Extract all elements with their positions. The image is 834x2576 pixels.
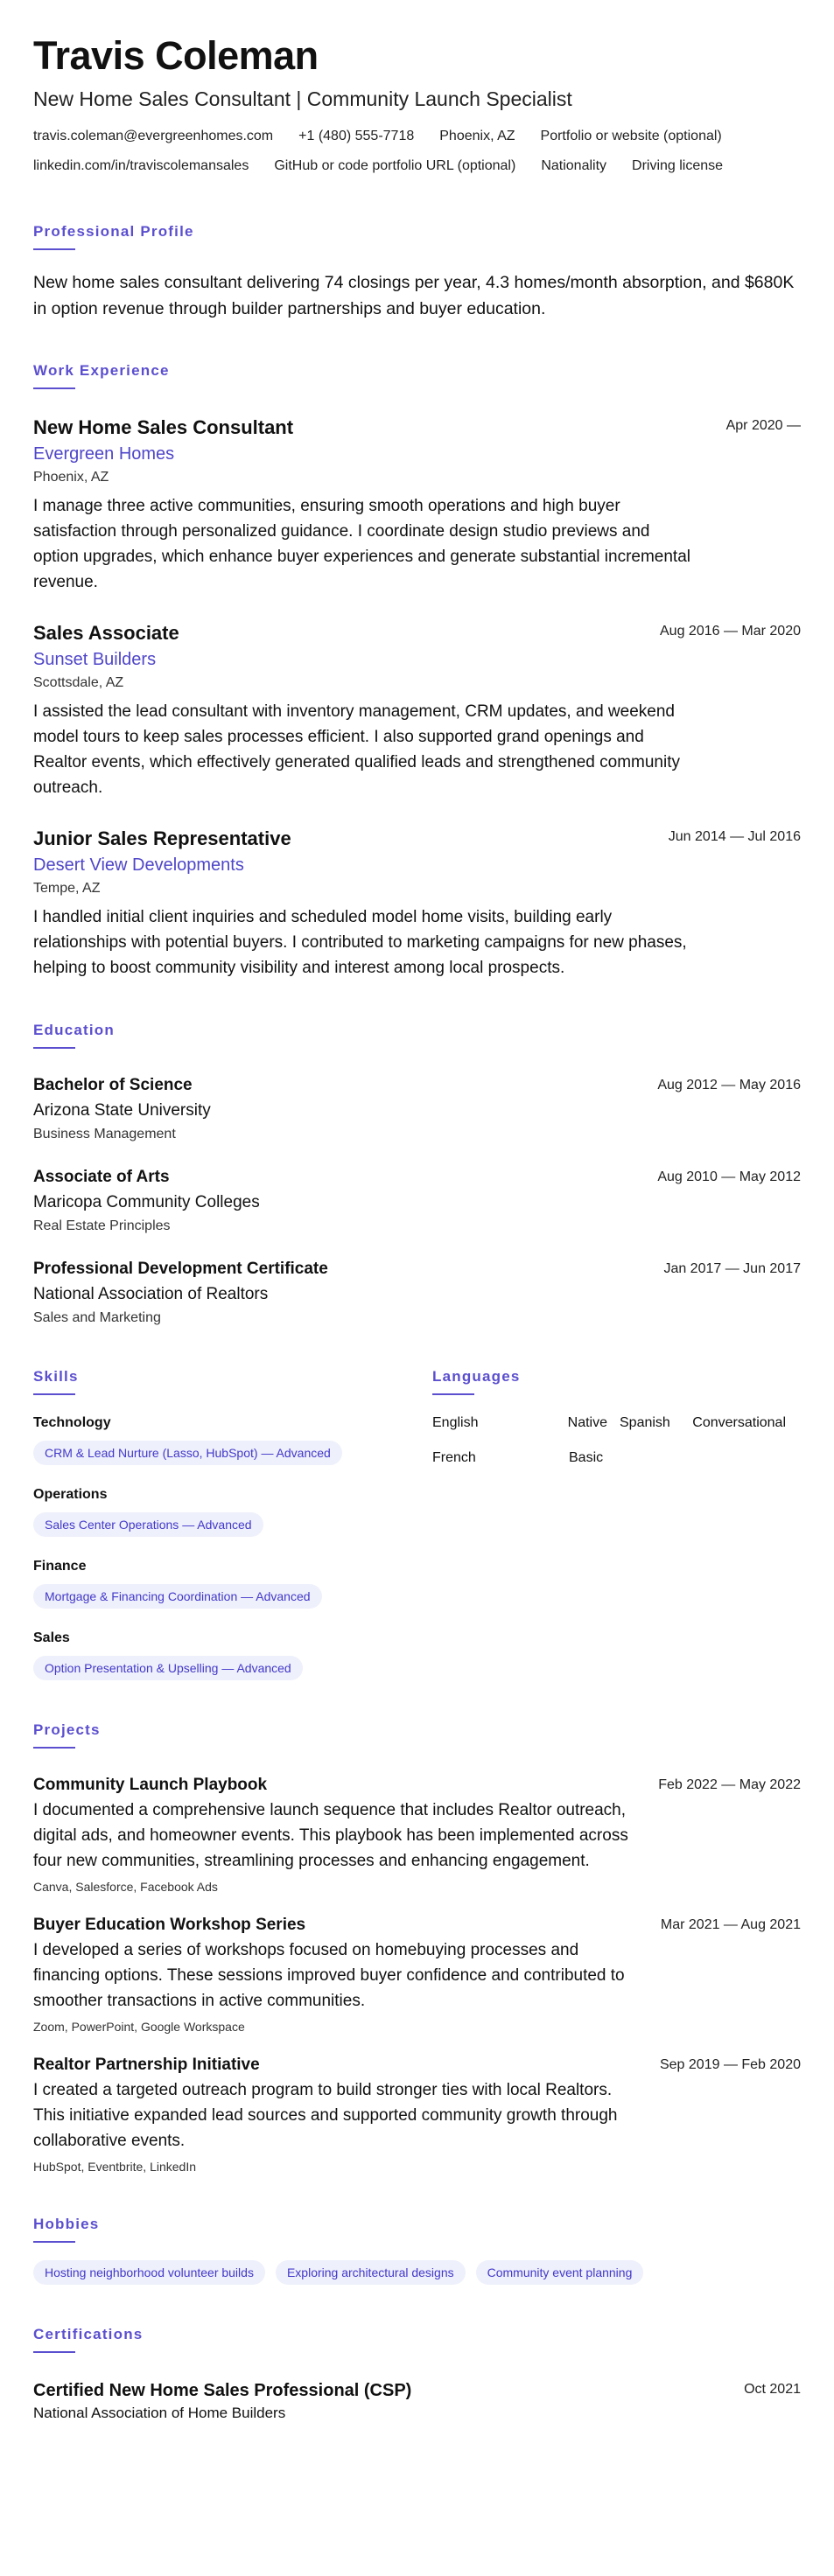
contact-portfolio[interactable]: Portfolio or website (optional) [540, 129, 722, 143]
contact-row-primary [33, 128, 801, 145]
contact-phone[interactable]: +1 (480) 555-7718 [298, 129, 415, 143]
hobby-pill: Exploring architectural designs [276, 2260, 466, 2285]
education-dates: Jan 2017 — Jun 2017 [663, 1261, 801, 1276]
language-name: English [432, 1415, 479, 1430]
contact-driving-license: Driving license [632, 158, 724, 173]
skill-category: Sales [33, 1630, 70, 1645]
skill-group [33, 1630, 432, 1680]
job-description: I manage three active communities, ensuring smooth operations and high buyer satisfaction through personalized guidance. I coordinate design studio previews and option upgrades, which enhance buyer experiences and generate substantial incremental revenue. [33, 497, 690, 591]
skill-category: Finance [33, 1559, 87, 1574]
language-level: Conversational [692, 1415, 786, 1430]
projects-section [33, 1721, 801, 2175]
hobbies-section [33, 2215, 801, 2285]
section-divider [33, 2351, 75, 2353]
degree-name: Bachelor of Science [33, 1076, 193, 1094]
school-name: Maricopa Community Colleges [33, 1193, 260, 1211]
language-level: Basic [569, 1450, 604, 1465]
skills-languages-row [33, 1367, 801, 1680]
job-dates: Jun 2014 — Jul 2016 [668, 829, 801, 844]
contact-github[interactable]: GitHub or code portfolio URL (optional) [274, 158, 516, 173]
project-dates: Mar 2021 — Aug 2021 [660, 1917, 801, 1932]
education-dates: Aug 2012 — May 2016 [657, 1078, 801, 1093]
section-divider [33, 387, 75, 389]
degree-name: Professional Development Certificate [33, 1260, 328, 1278]
job-dates: Aug 2016 — Mar 2020 [660, 624, 801, 639]
contact-row-secondary [33, 157, 801, 175]
resume-header [33, 33, 801, 175]
languages-section [432, 1367, 800, 1680]
company-name: Sunset Builders [33, 650, 157, 669]
section-divider [33, 2241, 75, 2243]
hobby-pill: Community event planning [476, 2260, 644, 2285]
education-entry [33, 1075, 801, 1143]
school-name: Arizona State University [33, 1101, 211, 1120]
contact-linkedin[interactable]: linkedin.com/in/traviscolemansales [33, 158, 249, 173]
certifications-section [33, 2325, 801, 2423]
skill-pill: Sales Center Operations — Advanced [33, 1512, 263, 1537]
experience-entry [33, 621, 801, 800]
job-location: Phoenix, AZ [33, 470, 109, 485]
project-description: I developed a series of workshops focused on homebuying processes and financing options. These sessions improved buyer confidence and contributed to smoother transactions in active communities. [33, 1941, 625, 2010]
skills-section [33, 1367, 432, 1680]
skill-pill: Mortgage & Financing Coordination — Advanced [33, 1584, 322, 1609]
field-of-study: Sales and Marketing [33, 1310, 161, 1325]
hobby-list [33, 2260, 801, 2285]
job-dates: Apr 2020 — [725, 418, 801, 433]
project-dates: Feb 2022 — May 2022 [658, 1777, 801, 1792]
skill-category: Technology [33, 1415, 111, 1430]
experience-entry [33, 827, 801, 981]
section-title-languages: Languages [432, 1368, 521, 1385]
certification-issuer: National Association of Home Builders [33, 2405, 286, 2421]
language-name: French [432, 1450, 476, 1465]
skill-pill: CRM & Lead Nurture (Lasso, HubSpot) — Advanced [33, 1441, 342, 1465]
project-entry [33, 1915, 801, 2035]
project-dates: Sep 2019 — Feb 2020 [659, 2057, 801, 2072]
language-row [432, 1414, 800, 1449]
job-description: I assisted the lead consultant with inventory management, CRM updates, and weekend model tours to keep sales processes efficient. I also supported grand openings and Realtor events, which effectively generated qualified leads and strengthened community outreach. [33, 702, 680, 797]
section-title-hobbies: Hobbies [33, 2216, 100, 2232]
project-tools: Canva, Salesforce, Facebook Ads [33, 1880, 218, 1894]
language-level: Native [567, 1415, 607, 1430]
language-row [432, 1449, 800, 1484]
skill-category: Operations [33, 1487, 108, 1502]
section-divider [33, 248, 75, 250]
skill-group [33, 1414, 432, 1465]
project-name: Realtor Partnership Initiative [33, 2056, 260, 2074]
profile-section [33, 222, 801, 322]
certification-entry [33, 2379, 801, 2423]
certification-date: Oct 2021 [744, 2382, 801, 2397]
section-title-certifications: Certifications [33, 2326, 144, 2342]
candidate-headline: New Home Sales Consultant | Community Launch Specialist [33, 87, 572, 110]
contact-email[interactable]: travis.coleman@evergreenhomes.com [33, 129, 274, 143]
experience-entry [33, 415, 801, 595]
field-of-study: Real Estate Principles [33, 1218, 171, 1233]
project-tools: HubSpot, Eventbrite, LinkedIn [33, 2160, 197, 2174]
section-title-experience: Work Experience [33, 362, 170, 379]
job-description: I handled initial client inquiries and scheduled model home visits, building early relationships with potential buyers. I contributed to marketing campaigns for new phases, helping to boost community visibility and interest among local prospects. [33, 908, 687, 977]
education-entry [33, 1259, 801, 1327]
job-title: Junior Sales Representative [33, 827, 291, 849]
section-title-projects: Projects [33, 1721, 101, 1738]
certification-name: Certified New Home Sales Professional (CSP) [33, 2381, 412, 2400]
project-name: Community Launch Playbook [33, 1776, 268, 1794]
school-name: National Association of Realtors [33, 1285, 269, 1303]
contact-location: Phoenix, AZ [439, 129, 515, 143]
project-description: I documented a comprehensive launch sequence that includes Realtor outreach, digital ads, and homeowner events. This playbook has been implemented across four new communities, streamlining processes and enhancing engagement. [33, 1801, 628, 1870]
project-entry [33, 1775, 801, 1895]
project-tools: Zoom, PowerPoint, Google Workspace [33, 2020, 245, 2034]
project-name: Buyer Education Workshop Series [33, 1916, 306, 1934]
experience-section [33, 361, 801, 981]
candidate-name: Travis Coleman [33, 33, 319, 78]
section-divider [33, 1393, 75, 1395]
section-divider [33, 1047, 75, 1049]
contact-nationality: Nationality [541, 158, 607, 173]
skill-pill: Option Presentation & Upselling — Advanced [33, 1656, 303, 1680]
hobby-pill: Hosting neighborhood volunteer builds [33, 2260, 265, 2285]
job-location: Tempe, AZ [33, 881, 101, 896]
education-dates: Aug 2010 — May 2012 [657, 1169, 801, 1184]
language-name: Spanish [620, 1415, 670, 1430]
languages-table [432, 1414, 800, 1484]
section-title-skills: Skills [33, 1368, 79, 1385]
education-entry [33, 1167, 801, 1235]
project-description: I created a targeted outreach program to build stronger ties with local Realtors. This initiative expanded lead sources and supported community growth through collaborative events. [33, 2081, 618, 2150]
section-divider [432, 1393, 474, 1395]
company-name: Desert View Developments [33, 855, 244, 875]
job-title: New Home Sales Consultant [33, 416, 294, 438]
job-location: Scottsdale, AZ [33, 675, 124, 690]
company-name: Evergreen Homes [33, 444, 175, 464]
profile-summary: New home sales consultant delivering 74 closings per year, 4.3 homes/month absorption, and $680K in option revenue through builder partnerships and buyer education. [33, 273, 795, 318]
section-title-education: Education [33, 1022, 115, 1038]
skill-group [33, 1558, 432, 1609]
section-divider [33, 1747, 75, 1749]
section-title-profile: Professional Profile [33, 223, 194, 240]
skill-group [33, 1486, 432, 1537]
degree-name: Associate of Arts [33, 1168, 170, 1186]
job-title: Sales Associate [33, 622, 179, 644]
field-of-study: Business Management [33, 1127, 176, 1141]
project-entry [33, 2055, 801, 2175]
education-section [33, 1021, 801, 1327]
